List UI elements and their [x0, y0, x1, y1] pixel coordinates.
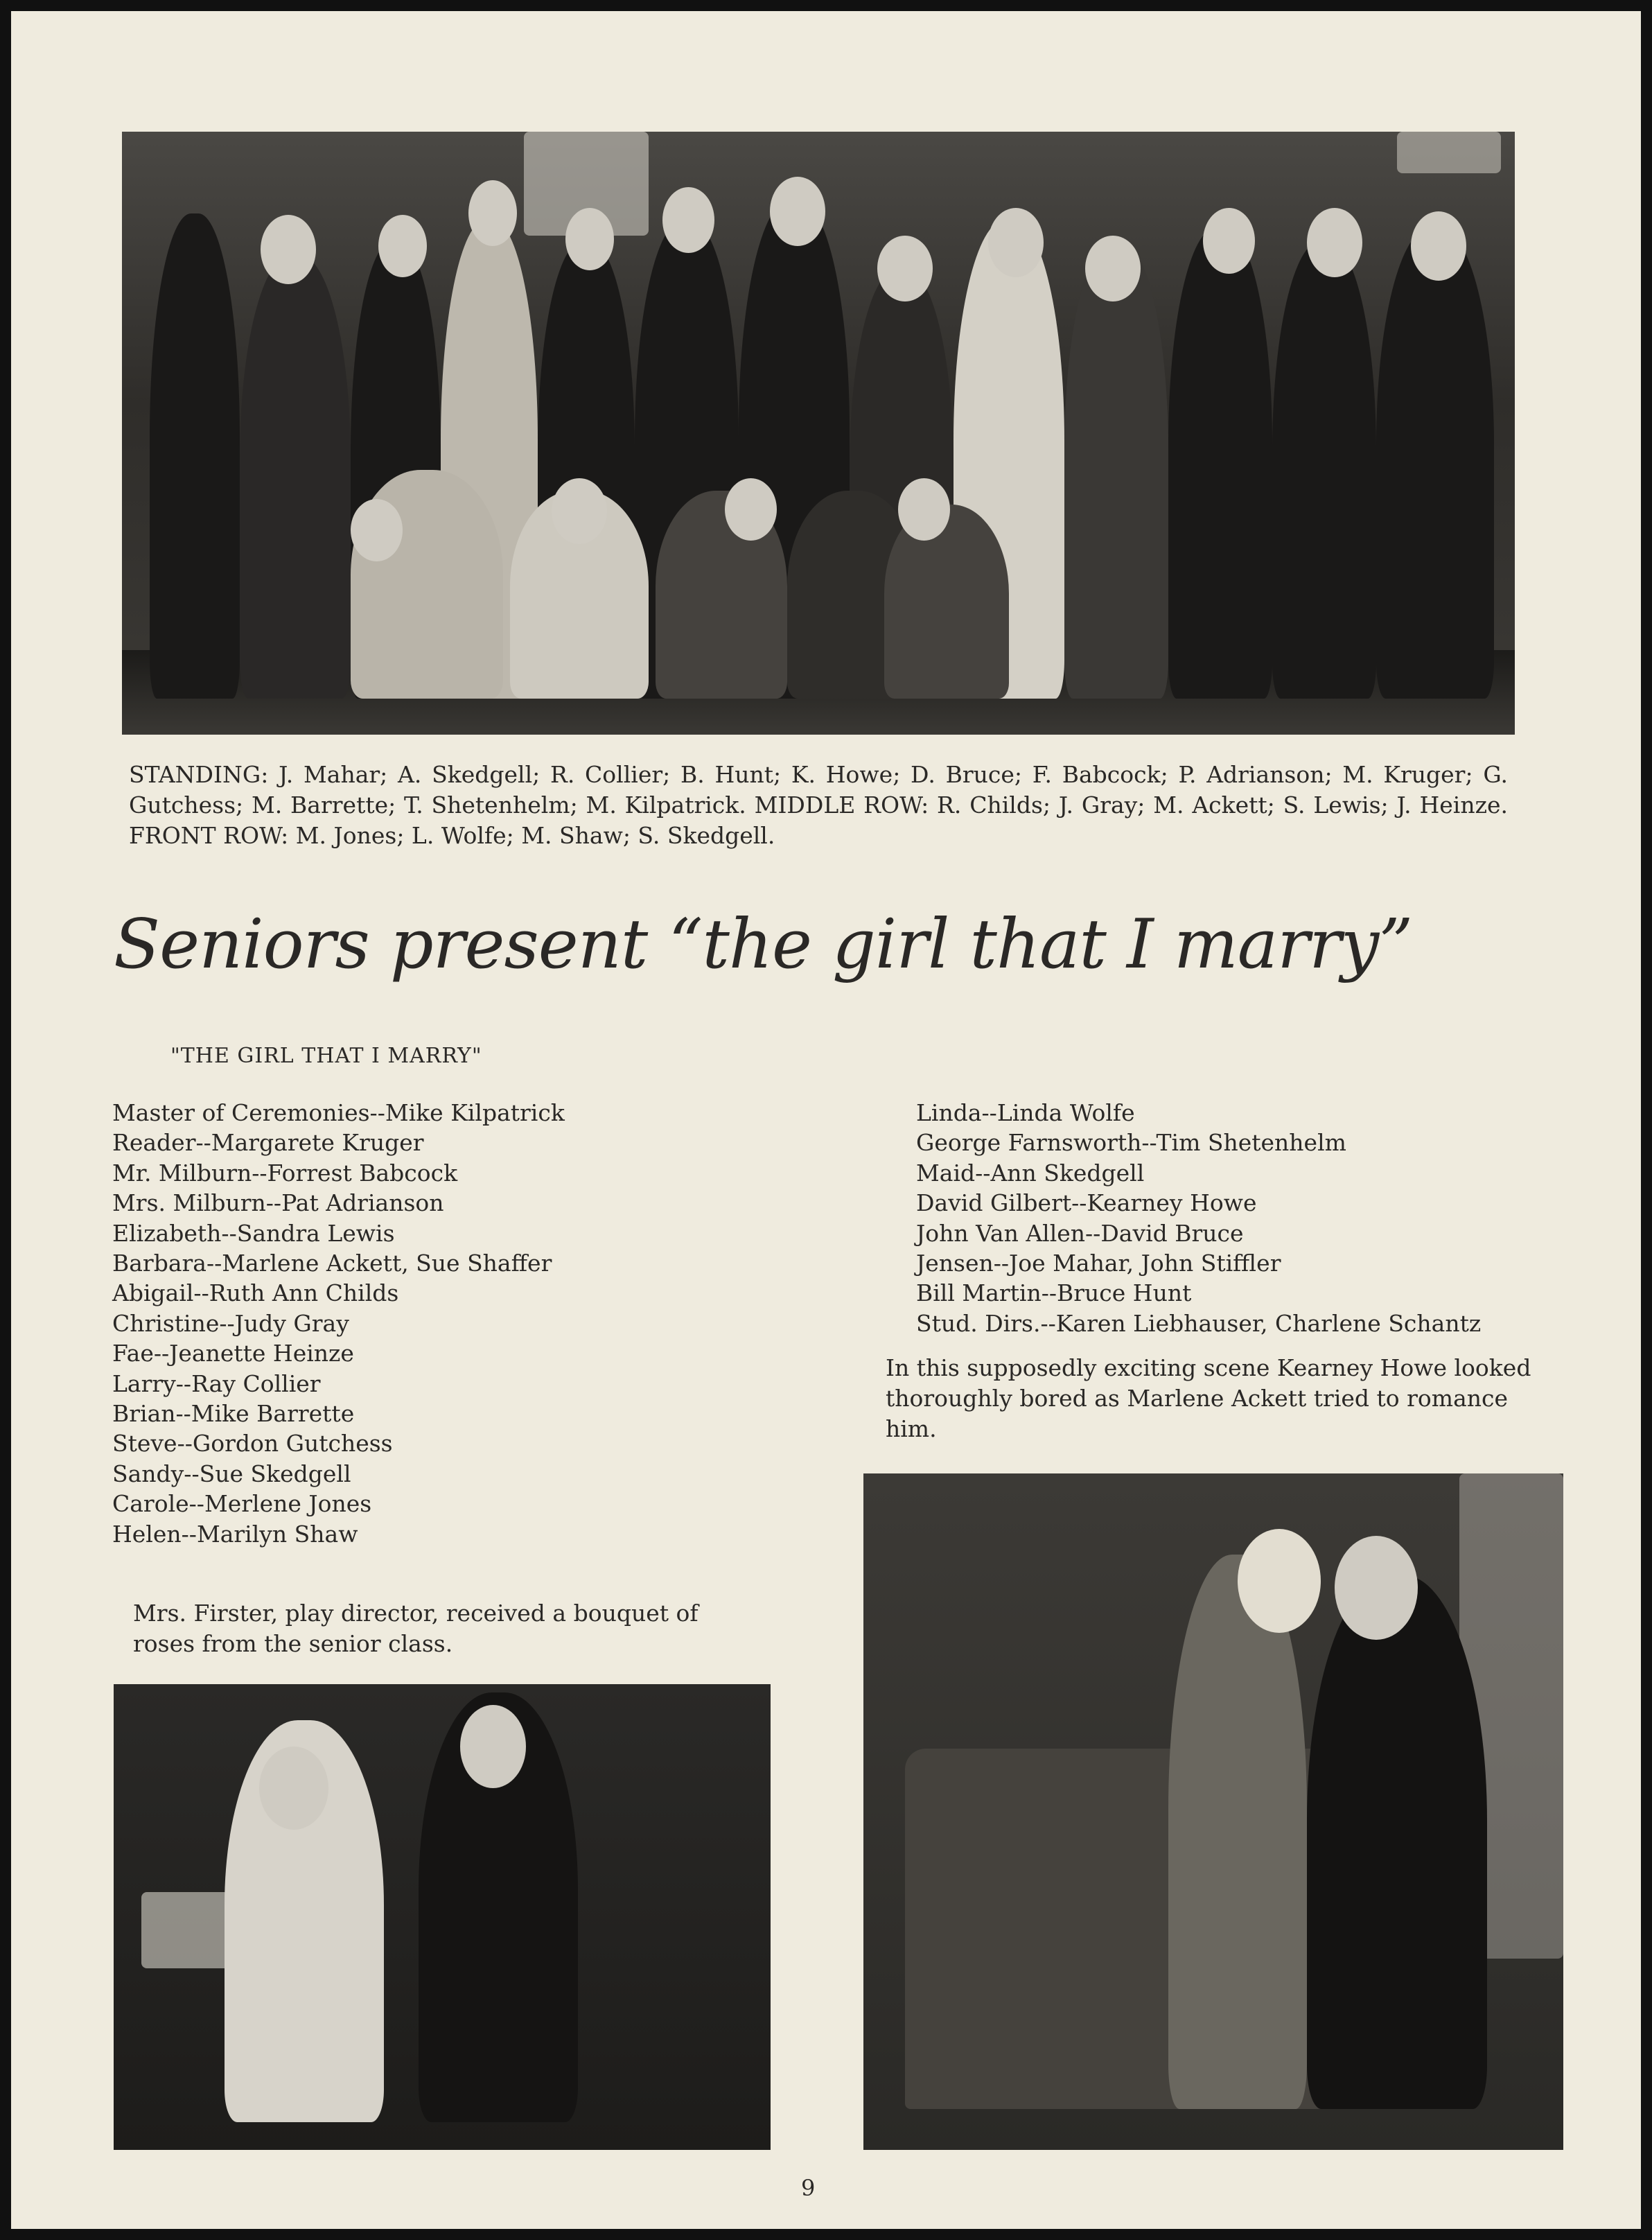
cast-list-right: [916, 1098, 1481, 1338]
cast-list-left: [112, 1098, 565, 1549]
list-item: Reader--Margarete Kruger: [112, 1129, 424, 1157]
list-item: Maid--Ann Skedgell: [916, 1159, 1145, 1187]
group-photo-caption: STANDING: J. Mahar; A. Skedgell; R. Collier; B. Hunt; K. Howe; D. Bruce; F. Babcock; P. Adrianson; M. Kruger; G. Gutchess; M. Barrette; T. Shetenhelm; M. Kilpatrick. MIDDLE ROW: R. Childs; J. Gray; M. Ackett; S. Lewis; J. Heinze. FRONT ROW: M. Jones; L. Wolfe; M. Shaw; S. Skedgell.: [129, 761, 1508, 849]
list-item: Linda--Linda Wolfe: [916, 1099, 1135, 1126]
list-item: Sandy--Sue Skedgell: [112, 1460, 351, 1487]
list-item: Brian--Mike Barrette: [112, 1400, 355, 1428]
list-item: Abigail--Ruth Ann Childs: [112, 1279, 399, 1307]
list-item: Christine--Judy Gray: [112, 1309, 349, 1337]
list-item: Bill Martin--Bruce Hunt: [916, 1279, 1192, 1307]
list-item: Stud. Dirs.--Karen Liebhauser, Charlene Schantz: [916, 1309, 1482, 1337]
list-item: David Gilbert--Kearney Howe: [916, 1189, 1257, 1217]
list-item: Mr. Milburn--Forrest Babcock: [112, 1159, 458, 1187]
play-title: "THE GIRL THAT I MARRY": [170, 1044, 482, 1068]
list-item: John Van Allen--David Bruce: [916, 1219, 1244, 1247]
scene-caption: In this supposedly exciting scene Kearney Howe looked thoroughly bored as Marlene Ackett tried to romance him.: [886, 1354, 1531, 1442]
page-title: Seniors present “the girl that I marry”: [114, 905, 1413, 984]
list-item: Master of Ceremonies--Mike Kilpatrick: [112, 1099, 565, 1126]
list-item: Steve--Gordon Gutchess: [112, 1430, 393, 1458]
director-photo: [114, 1684, 771, 2150]
list-item: Jensen--Joe Mahar, John Stiffler: [916, 1250, 1281, 1277]
list-item: Carole--Merlene Jones: [112, 1490, 372, 1518]
list-item: Barbara--Marlene Ackett, Sue Shaffer: [112, 1250, 552, 1277]
scene-photo: [863, 1473, 1563, 2150]
list-item: Larry--Ray Collier: [112, 1370, 321, 1397]
yearbook-page: [11, 11, 1641, 2229]
list-item: George Farnsworth--Tim Shetenhelm: [916, 1129, 1346, 1157]
cast-group-photo: [122, 132, 1515, 735]
list-item: Helen--Marilyn Shaw: [112, 1520, 358, 1548]
director-caption: Mrs. Firster, play director, received a bouquet of roses from the senior class.: [133, 1600, 698, 1657]
list-item: Mrs. Milburn--Pat Adrianson: [112, 1189, 444, 1217]
list-item: Elizabeth--Sandra Lewis: [112, 1219, 395, 1247]
list-item: Fae--Jeanette Heinze: [112, 1340, 354, 1367]
page-number: 9: [801, 2175, 816, 2201]
